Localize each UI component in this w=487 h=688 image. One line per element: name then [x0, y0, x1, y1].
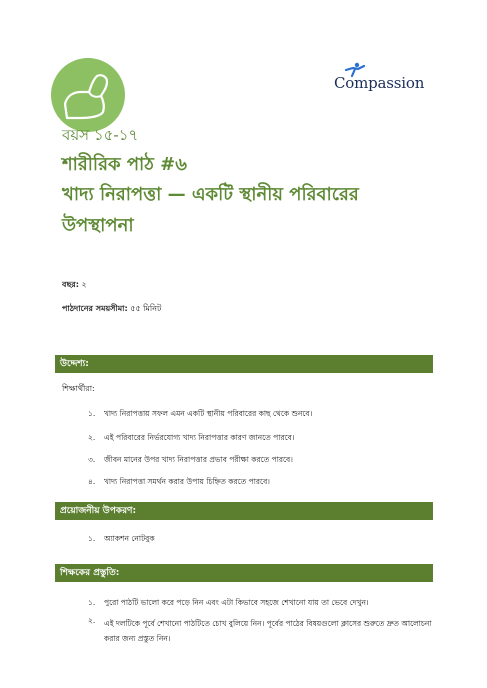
- year-info: [62, 279, 87, 292]
- list-number: ২.: [88, 433, 96, 442]
- duration-info: [62, 303, 161, 316]
- list-number: ১.: [88, 598, 96, 607]
- list-text: এই পরিবারের নির্ভরযোগ্য খাদ্য নিরাপত্তার কারণ জানতে পারবে।: [104, 433, 295, 442]
- duration-label: পাঠদানের সময়সীমা:: [62, 304, 128, 313]
- list-text: খাদ্য নিরাপত্তা সমর্থন করার উপায় চিহ্নিত করতে পারবে।: [104, 477, 270, 486]
- section-header-teacher-prep: শিক্ষকের প্রস্তুতি:: [55, 564, 433, 582]
- section-header-materials: প্রয়োজনীয় উপকরণ:: [55, 502, 433, 520]
- list-text: পুরো পাঠটি ভালো করে পড়ে নিন এবং এটা কিভাবে সহজে শেখানো যায় তা ভেবে দেখুন।: [104, 598, 369, 607]
- list-number: ১.: [88, 409, 96, 418]
- page-title: খাদ্য নিরাপত্তা — একটি স্থানীয় পরিবারের: [62, 184, 359, 205]
- list-number: ১.: [88, 534, 96, 543]
- compassion-logo: [334, 64, 434, 98]
- section-header-objectives: উদ্দেশ্য:: [55, 355, 433, 373]
- list-number: ৪.: [88, 477, 96, 486]
- age-range: বয়স ১৫-১৭: [62, 126, 139, 144]
- list-text: খাদ্য নিরাপত্তায় সফল এমন একটি স্থানীয় পরিবারের কাছ থেকে শুনবে।: [104, 409, 313, 418]
- list-text: জীবন মানের উপর খাদ্য নিরাপত্তার প্রভাব পরীক্ষা করতে পারবে।: [104, 455, 293, 464]
- flexed-arm-icon: [51, 58, 125, 132]
- logo-text: Compassion: [334, 74, 425, 92]
- list-number: ২.: [88, 616, 96, 625]
- list-text: অ্যাকশন নোটবুক: [104, 534, 155, 543]
- list-text: এই দলটিকে পূর্বে শেখানো পাঠটিতে চোখ বুলিয়ে নিন। পূর্বের পাঠের বিষয়গুলো ক্লাসের শুরুতে দ্রুত আলোচনা করার জন্য প্রস্তুত নিন।: [104, 619, 432, 643]
- list-number: ৩.: [88, 455, 96, 464]
- year-value: ২: [81, 280, 87, 289]
- objectives-lead: শিক্ষার্থীরা:: [62, 384, 95, 393]
- year-label: বছর:: [62, 280, 79, 289]
- page-title-continued: উপস্থাপনা: [62, 215, 134, 236]
- lesson-number: শারীরিক পাঠ #৬: [62, 154, 187, 175]
- duration-value: ৫৫ মিনিট: [130, 304, 162, 313]
